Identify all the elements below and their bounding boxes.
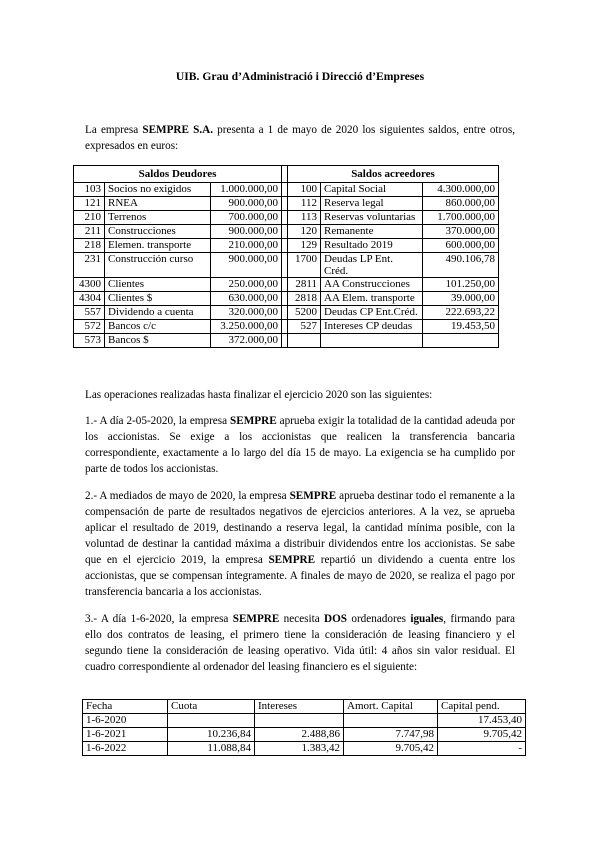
acreedor-amount: 101.250,00 <box>423 278 499 292</box>
deudor-code: 4304 <box>74 292 105 306</box>
acreedor-name: AA Construcciones <box>321 278 423 292</box>
deudor-code: 218 <box>74 239 105 253</box>
leasing-cuota <box>168 714 255 728</box>
leasing-row <box>83 728 526 742</box>
operation-1: 1.- A día 2-05-2020, la empresa SEMPRE aprueba exigir la totalidad de la cantidad adeuda por los accionistas. Se exige a los accionistas que realicen la transferencia bancaria correspondiente, exactamente a lo largo del día 15 de mayo. La exigencia se ha cumplido por parte de todos los accionistas. <box>85 415 515 475</box>
acreedor-amount: 19.453,50 <box>423 320 499 334</box>
leasing-header-cuota: Cuota <box>168 700 255 714</box>
deudor-name: Bancos $ <box>105 334 211 348</box>
saldos-table <box>73 165 499 348</box>
acreedor-amount: 4.300.000,00 <box>423 183 499 197</box>
operations-heading: Las operaciones realizadas hasta finalizar el ejercicio 2020 son las siguientes: <box>85 389 433 401</box>
acreedor-code: 1700 <box>288 253 321 278</box>
deudor-name: Construcción curso <box>105 253 211 278</box>
saldos-row <box>74 306 499 320</box>
acreedor-code <box>288 334 321 348</box>
acreedor-amount: 490.106,78 <box>423 253 499 278</box>
deudor-amount: 1.000.000,00 <box>211 183 282 197</box>
leasing-row <box>83 714 526 728</box>
leasing-amort-capital: 7.747,98 <box>344 728 438 742</box>
acreedor-name: Intereses CP deudas <box>321 320 423 334</box>
leasing-cuota: 10.236,84 <box>168 728 255 742</box>
saldos-row <box>74 197 499 211</box>
deudor-amount: 700.000,00 <box>211 211 282 225</box>
saldos-row <box>74 253 499 278</box>
deudor-name: RNEA <box>105 197 211 211</box>
acreedor-name: Reserva legal <box>321 197 423 211</box>
saldos-row <box>74 320 499 334</box>
deudor-code: 210 <box>74 211 105 225</box>
deudor-amount: 900.000,00 <box>211 225 282 239</box>
acreedor-amount: 600.000,00 <box>423 239 499 253</box>
intro-paragraph: La empresa SEMPRE S.A. presenta a 1 de mayo de 2020 los siguientes saldos, entre otros, expresados en euros: <box>85 124 515 152</box>
acreedor-name <box>321 334 423 348</box>
deudor-code: 557 <box>74 306 105 320</box>
deudor-amount: 210.000,00 <box>211 239 282 253</box>
company-name: SEMPRE S.A. <box>142 124 214 136</box>
deudor-code: 121 <box>74 197 105 211</box>
leasing-capital-pend: 17.453,40 <box>438 714 526 728</box>
deudor-amount: 250.000,00 <box>211 278 282 292</box>
acreedor-name: Capital Social <box>321 183 423 197</box>
operation-3: 3.- A día 1-6-2020, la empresa SEMPRE necesita DOS ordenadores iguales, firmando para ello dos contratos de leasing, el primero tiene la consideración de leasing financiero y el segundo tiene la consideración de leasing operativo. Vida útil: 4 años sin valor residual. El cuadro correspondiente al ordenador del leasing financiero es el siguiente: <box>85 613 515 673</box>
acreedor-code: 2818 <box>288 292 321 306</box>
acreedor-amount <box>423 334 499 348</box>
acreedor-code: 112 <box>288 197 321 211</box>
acreedor-amount: 1.700.000,00 <box>423 211 499 225</box>
deudor-code: 4300 <box>74 278 105 292</box>
leasing-header-intereses: Intereses <box>255 700 344 714</box>
deudor-amount: 372.000,00 <box>211 334 282 348</box>
deudor-name: Dividendo a cuenta <box>105 306 211 320</box>
deudor-code: 103 <box>74 183 105 197</box>
acreedor-name: AA Elem. transporte <box>321 292 423 306</box>
acreedor-amount: 370.000,00 <box>423 225 499 239</box>
saldos-row <box>74 211 499 225</box>
acreedor-code: 100 <box>288 183 321 197</box>
page-title: UIB. Grau d’Administració i Direcció d’Empreses <box>175 70 425 83</box>
acreedor-code: 527 <box>288 320 321 334</box>
acreedor-code: 2811 <box>288 278 321 292</box>
leasing-cuota: 11.088,84 <box>168 742 255 756</box>
leasing-intereses <box>255 714 344 728</box>
operation-2: 2.- A mediados de mayo de 2020, la empresa SEMPRE aprueba destinar todo el remanente a la compensación de parte de resultados negativos de ejercicios anteriores. A la vez, se aprueba aplicar el resultado de 2019, destinando a reserva legal, la cantidad mínima posible, con la voluntad de destinar la cantidad máxima a distribuir dividendos entre los accionistas. Se sabe que en el ejercicio 2019, la empresa SEMPRE repartió un dividendo a cuenta entre los accionistas, que se compensan íntegramente. A finales de mayo de 2020, se realiza el pago por transferencia bancaria a los accionistas. <box>85 490 516 598</box>
saldos-row <box>74 292 499 306</box>
deudor-amount: 900.000,00 <box>211 197 282 211</box>
deudor-code: 211 <box>74 225 105 239</box>
leasing-intereses: 2.488,86 <box>255 728 344 742</box>
leasing-fecha: 1-6-2022 <box>83 742 168 756</box>
leasing-header-capital-pend: Capital pend. <box>438 700 526 714</box>
acreedor-name: Deudas LP Ent. Créd. <box>321 253 423 278</box>
leasing-capital-pend: 9.705,42 <box>438 728 526 742</box>
deudor-amount: 900.000,00 <box>211 253 282 278</box>
leasing-capital-pend: - <box>438 742 526 756</box>
leasing-table <box>82 699 526 756</box>
acreedor-code: 113 <box>288 211 321 225</box>
acreedor-amount: 860.000,00 <box>423 197 499 211</box>
deudor-code: 573 <box>74 334 105 348</box>
acreedor-amount: 222.693,22 <box>423 306 499 320</box>
leasing-amort-capital: 9.705,42 <box>344 742 438 756</box>
acreedor-name: Deudas CP Ent.Créd. <box>321 306 423 320</box>
deudor-amount: 630.000,00 <box>211 292 282 306</box>
leasing-header-amort-capital: Amort. Capital <box>344 700 438 714</box>
saldos-deudores-header: Saldos Deudores <box>74 166 282 183</box>
deudor-name: Socios no exigidos <box>105 183 211 197</box>
acreedor-name: Remanente <box>321 225 423 239</box>
leasing-amort-capital <box>344 714 438 728</box>
leasing-intereses: 1.383,42 <box>255 742 344 756</box>
deudor-name: Elemen. transporte <box>105 239 211 253</box>
acreedor-code: 5200 <box>288 306 321 320</box>
leasing-header-fecha: Fecha <box>83 700 168 714</box>
deudor-name: Clientes <box>105 278 211 292</box>
acreedor-code: 129 <box>288 239 321 253</box>
acreedor-code: 120 <box>288 225 321 239</box>
deudor-code: 572 <box>74 320 105 334</box>
deudor-code: 231 <box>74 253 105 278</box>
leasing-row <box>83 742 526 756</box>
acreedor-name: Resultado 2019 <box>321 239 423 253</box>
deudor-amount: 3.250.000,00 <box>211 320 282 334</box>
saldos-row <box>74 183 499 197</box>
leasing-fecha: 1-6-2020 <box>83 714 168 728</box>
deudor-name: Clientes $ <box>105 292 211 306</box>
saldos-row <box>74 278 499 292</box>
deudor-amount: 320.000,00 <box>211 306 282 320</box>
leasing-fecha: 1-6-2021 <box>83 728 168 742</box>
deudor-name: Construcciones <box>105 225 211 239</box>
saldos-row <box>74 239 499 253</box>
saldos-acreedores-header: Saldos acreedores <box>288 166 499 183</box>
deudor-name: Terrenos <box>105 211 211 225</box>
acreedor-amount: 39.000,00 <box>423 292 499 306</box>
acreedor-name: Reservas voluntarias <box>321 211 423 225</box>
saldos-row <box>74 225 499 239</box>
deudor-name: Bancos c/c <box>105 320 211 334</box>
saldos-row <box>74 334 499 348</box>
